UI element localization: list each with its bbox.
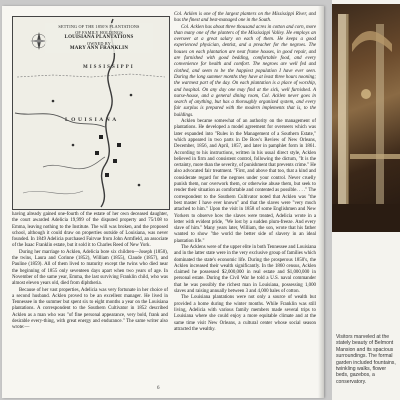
photo-arch	[352, 31, 392, 52]
photo-lamp	[361, 89, 371, 99]
mansion-photo	[332, 4, 400, 232]
paragraph: During her marriage to Acklen, Adelicia bore six children—Joseph (1850), the twins, Laura and Corinne (1852), William (1855), Claude (1857), and Pauline (1859). All of them lived to maturity except the twins who died near the beginning of 1855 only seventeen days apart when two years of age. In November of the same year, Emma, the last surviving Franklin child, who was almost eleven years old, died from diphtheria.	[12, 249, 168, 287]
state-boundary	[17, 74, 165, 77]
map-title-line: MARY ANN FRANKLIN	[69, 46, 129, 52]
map-label-mississippi: MISSISSIPPI	[83, 65, 135, 70]
text-column-left	[12, 212, 168, 332]
town-dot	[138, 184, 141, 187]
map-title-line: OWNED BY	[86, 40, 112, 46]
photo-drawing	[332, 4, 400, 232]
map-label-louisiana: LOUISIANA	[65, 117, 119, 123]
town-dot	[52, 100, 55, 103]
map-title-line: OF FAMILY HOLDINGS	[75, 29, 123, 35]
town-dot	[72, 144, 75, 147]
photo-column	[376, 24, 384, 228]
map-title-line: LOUISIANA PLANTATIONS	[64, 35, 134, 41]
town-dot	[130, 94, 133, 97]
left-page	[2, 6, 324, 398]
plantation-marker	[105, 173, 109, 177]
paragraph: The Acklens were of the upper elite in both Tennessee and Louisiana and in the latter state were in the very exclusive group of families which dominated the state's economic life. During the prosperous 1850's, the Acklen increased their wealth significantly. In the 1860 census, Acklen claimed he possessed $2,000,000 in real estate and $1,000,000 in personal estate. During the Civil War he told a U.S. naval commander that he was possibly the richest man in Louisiana, possessing 1,000 slaves and raising annually between 3 and 4,000 bales of cotton.	[174, 244, 316, 295]
photo-balustrade	[350, 154, 400, 159]
paragraph: having already gained one-fourth of the estate of her own deceased daughter, the court awarded Adelicia 19,999 of the disputed property and 75/108 to Emma, leaving nothing to the Institute. The will was broken, and the proposed school, although it could draw on properties outside of Louisiana, was never founded. In 1849 Adelicia purchased Fairvue from John Armfield, an associate of the Isaac Franklin estate, but it sold it to Charles Reed of New York.	[12, 212, 168, 249]
paragraph: Because of her vast properties, Adelicia was very fortunate in her choice of a second husband. Acklen proved to be an excellent manager. He lived in Tennessee in the summer but spent six to eight months a year on the Louisiana plantations. A correspondent to the Southern Cultivator in 1852 described Acklen as a man who was "of fine personal appearance, very bold, frank and desirable every-thing, with great energy and endurance." The same writer also wrote:—	[12, 287, 168, 331]
map-title-line: SETTING OF THE 1850'S PLANTATIONS	[58, 24, 140, 29]
plantation-marker	[113, 159, 117, 163]
page-number: 6	[157, 386, 160, 391]
quote-lead: Col. Acklen is one of the largest planters on the Mississippi River, and has the finest and best-managed one in the South.	[174, 12, 316, 24]
text-column-right	[174, 12, 316, 333]
gutter-shadow	[318, 6, 324, 398]
paragraph: The Louisiana plantations were not only a source of wealth but provided a home during the winter months. While Franklin was still living, Adelicia with various family members made several trips to Louisiana where she could enjoy a more equitable climate and at the same time visit New Orleans, a cultural center whose social season attracted the wealthy.	[174, 295, 316, 332]
plantation-marker	[99, 135, 103, 139]
tributary	[43, 157, 105, 169]
right-page	[332, 0, 400, 400]
paragraph: Acklen became somewhat of an authority on the management of plantations. He developed a model agreement for overseers which was later expanded into "Rules in the Management of a Southern Estate," which appeared in two parts in De Bow's Review of New Orleans, December, 1856, and April, 1857, and later in pamphlet form in 1861. According to his instructions, written in his usual direct style, Acklen believed in firm and consistent control, following the dictum, "It is the certainty, more than the severity, of punishment that prevents crime." He also advocated fair treatment. "First, and above that too, that a kind and considerate regard for the negroes under your control. Never cruelly punish them, nor overwork them, or otherwise abuse them, but seek to render their situation as comfortable and contented as possible. . . ." The correspondent to the Southern Cultivator noted that Acklen was "the best master I have ever known" and that the slaves were "very much attached to him." Upon the visit in 1858 of some Englishmen and New Yorkers to observe how the slaves were treated, Adelicia wrote in a letter with evident pride, "We lost by a sudden plum-freeze. And every slave of him." Many years later, William, the son, wrote that his father wanted to show "the world the better side of slavery in an ideal plantation life."	[174, 119, 316, 244]
map-title	[45, 23, 153, 53]
photo-floor	[332, 204, 400, 232]
plantation-marker	[95, 151, 99, 155]
plantation-marker	[117, 143, 121, 147]
plantation-map	[12, 16, 170, 210]
photo-caption: Visitors marveled at the stately beauty of Belmont Mansion and its spacious surroundings. The formal garden included fountains, twinkling walks, flower beds, gazebos, a conservatory.	[336, 334, 396, 385]
photo-column-shadow	[346, 14, 349, 228]
bayou	[23, 191, 83, 194]
block-quote: Col. Acklen has about three thousand acres in cotton and corn, more than many one of the planters of the Mississippi Valley. He employs an overseer at a great salary on each of them. He keeps a good experienced physician, dentist, and a preacher for the negroes. The houses on each plantation are neat frame houses, in good repair, and are furnished with good bedding, comfortable food, and every convenience for health and comfort. The negroes are well fed and clothed, and seem to be the happiest population I have ever seen. During the long summer months they have at least three hours nooning; the warmest part of the day. On each plantation is a place of worship, and hospital. On any day one may find at the sick, well furnished. A nurse-house, and a general dining room, Col. Acklen never goes in search of anything, but has a thoroughly organized system, and every fair surplus is prepared with the modern implements that is, to the buildings.	[174, 24, 316, 118]
